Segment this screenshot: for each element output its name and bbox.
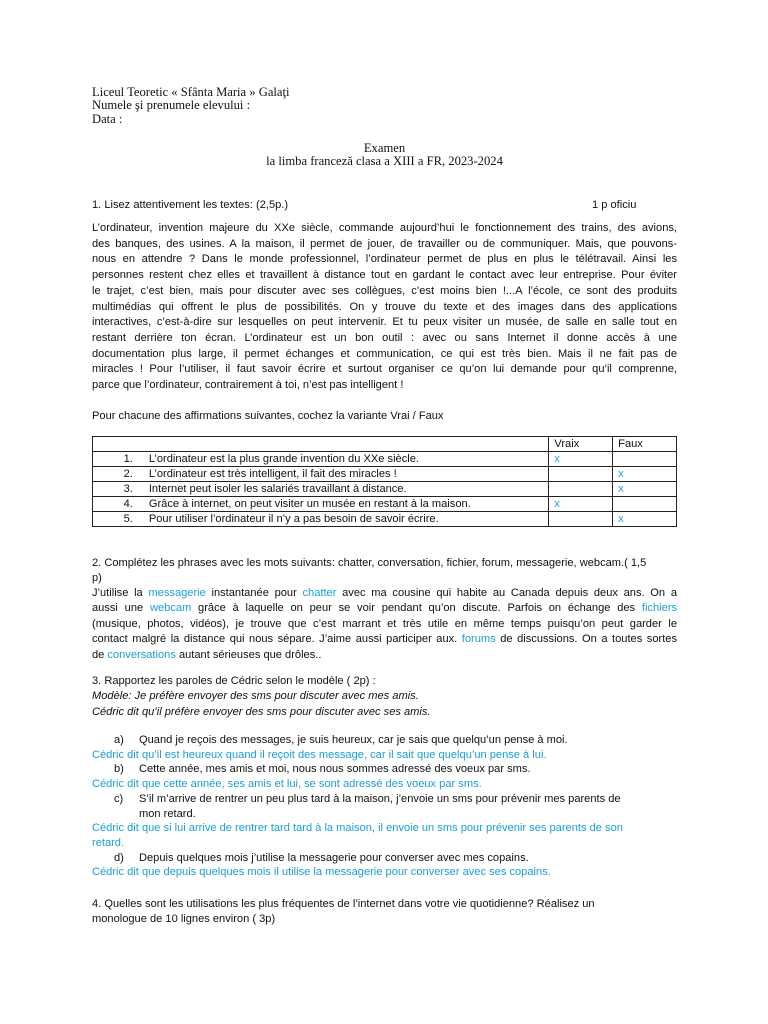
faux-mark (613, 497, 677, 512)
row-number: 2. (93, 467, 145, 482)
table-header-row (93, 437, 677, 452)
vrai-mark: x (549, 452, 613, 467)
q3-question-text: Cette année, mes amis et moi, nous nous sommes adressé des voeux par sms. (139, 763, 531, 776)
row-statement: Internet peut isoler les salariés travaillant à distance. (145, 482, 549, 497)
q3-question-text: mon retard. (139, 807, 196, 820)
row-statement: Pour utiliser l’ordinateur il n’y a pas besoin de savoir écrire. (145, 512, 549, 527)
q1-text-line: nous en attendre ? Dans le monde professionnel, l’ordinateur permet de plus en plus le télétravail. Ainsi les (92, 253, 677, 266)
q3-answer-line: retard. (92, 836, 125, 849)
q1-instruction: Pour chacune des affirmations suivantes, cochez la variante Vrai / Faux (92, 410, 444, 422)
row-number: 5. (93, 512, 145, 527)
q3-items (92, 733, 677, 880)
q1-text-line: parce que l’ordinateur, contrairement à toi, n’est pas intelligent ! (92, 379, 404, 392)
q1-text-line: restant derrière ton écran. L’ordinateur est un bon outil : avec ou sans Internet il donne accès à une (92, 331, 677, 344)
q1-text-line: des banques, des usines. A la maison, il permet de jouer, de travailler ou de communiquer. Mais, que pouvons- (92, 237, 677, 250)
school-header (92, 86, 677, 126)
q3-question-line (92, 807, 677, 822)
q3-question-text: Depuis quelques mois j’utilise la messagerie pour converser avec mes copains. (139, 851, 529, 864)
row-statement: Grâce à internet, on peut visiter un musée en restant à la maison. (145, 497, 549, 512)
answer-chatter: chatter (302, 587, 337, 599)
q3-answer-line: Cédric dit que cette année, ses amis et lui, se sont adressé des voeux par sms. (92, 778, 482, 791)
q2-heading (92, 556, 677, 587)
table-row (93, 452, 677, 467)
q3-heading-block (92, 674, 677, 720)
answer-fichiers: fichiers (641, 602, 677, 615)
q3-item-label: d) (114, 851, 124, 864)
vrai-mark (549, 482, 613, 497)
exam-title (92, 142, 677, 169)
q3-question-line (92, 762, 677, 777)
q4-line-2: monologue de 10 lignes environ ( 3p) (92, 913, 276, 926)
q4-line-1: 4. Quelles sont les utilisations les plus fréquentes de l’internet dans votre vie quotidienne? Réalisez un (92, 898, 595, 910)
q3-item-label: a) (114, 734, 124, 746)
row-statement: L’ordinateur est la plus grande invention du XXe siècle. (145, 452, 549, 467)
table-row (93, 482, 677, 497)
answer-forums: forums (461, 633, 496, 646)
table-row (93, 497, 677, 512)
school-name: Liceul Teoretic « Sfânta Maria » Galaţi (92, 85, 290, 99)
row-number: 1. (93, 452, 145, 467)
vrai-mark (549, 512, 613, 527)
q2-line-5: de conversations autant sérieuses que drôles.. (92, 648, 322, 661)
q1-text-line: multimédias qui offrent le plus de possibilités. On y trouve du texte et des images dans des applications (92, 300, 677, 313)
q3-question-text: Quand je reçois des messages, je suis heureux, car je sais que quelqu’un pense à moi. (139, 734, 568, 746)
row-statement: L’ordinateur est très intelligent, il fait des miracles ! (145, 467, 549, 482)
faux-mark: x (613, 512, 677, 527)
q1-text-line: documentation plus large, il permet échanges et communication, ce qui est très bien. Mais il ne fait pas de (92, 347, 677, 360)
table-row (93, 512, 677, 527)
answer-conversations: conversations (107, 648, 176, 661)
q2-line-3: (musique, photos, vidéos), je trouve que c’est marrant et très utile en même temps puisqu’on peut garder le (92, 617, 677, 630)
q1-text-line: miracles ! Pour l’utiliser, il faut savoir écrire et surtout organiser ce qu’on lui demande pour qu’il comprenne, (92, 363, 677, 376)
q3-item-label: b) (114, 763, 124, 776)
q3-question-line (92, 851, 677, 866)
q1-text-line: L’ordinateur, invention majeure du XXe siècle, commande aujourd’hui le fonctionnement des trains, des avions, (92, 222, 677, 234)
q3-model-2: Cédric dit qu’il préfère envoyer des sms pour discuter avec ses amis. (92, 705, 431, 718)
vrai-mark (549, 467, 613, 482)
col-faux-header: Faux (613, 437, 677, 452)
q3-model-1: Modèle: Je préfère envoyer des sms pour discuter avec mes amis. (92, 690, 419, 703)
q1-reading-text (92, 221, 677, 394)
date-label: Data : (92, 111, 123, 126)
title-line-1: Examen (363, 141, 406, 155)
q2-line-1: J’utilise la messagerie instantanée pour chatter avec ma cousine qui habite au Canada depuis deux ans. On a (92, 587, 677, 599)
title-line-2: la limba franceză clasa a XIII a FR, 2023-2024 (266, 154, 503, 169)
q3-answer-line: Cédric dit qu’il est heureux quand il reçoit des message, car il sait que quelqu’un pense à lui. (92, 748, 547, 761)
q2-text (92, 586, 677, 663)
q3-question-line (92, 733, 677, 748)
table-header-empty (93, 437, 549, 452)
faux-mark: x (613, 467, 677, 482)
q3-heading: 3. Rapportez les paroles de Cédric selon le modèle ( 2p) : (92, 675, 376, 687)
faux-mark (613, 452, 677, 467)
q2-line-4: contact malgré la distance qui nous sépare. J’aime aussi participer aux. forums de discussions. On a toutes sortes (92, 633, 677, 646)
row-number: 4. (93, 497, 145, 512)
q2-heading-line-2: p) (92, 572, 102, 585)
q2-heading-line-1: 2. Complétez les phrases avec les mots suivants: chatter, conversation, fichier, forum, messagerie, webcam.( 1,5 (92, 557, 647, 569)
q1-heading: 1. Lisez attentivement les textes: (2,5p.) (92, 199, 289, 211)
q3-answer-line: Cédric dit que si lui arrive de rentrer tard tard à la maison, il envoie un sms pour prévenir ses parents de son (92, 822, 623, 835)
col-vrai-header: Vraix (549, 437, 613, 452)
q3-question-text: S’il m’arrive de rentrer un peu plus tard à la maison, j’envoie un sms pour prévenir mes parents de (139, 792, 621, 805)
q3-answer-line: Cédric dit que depuis quelques mois il utilise la messagerie pour converser avec ses copains. (92, 866, 551, 879)
student-name-label: Numele şi prenumele elevului : (92, 98, 251, 113)
oficiu-note: 1 p oficiu (592, 199, 637, 211)
q1-text-line: le trajet, c’est bien, mais pour discuter avec ses collègues, c’est moins bien !...A l’école, ce sont des produits (92, 284, 677, 297)
vrai-mark: x (549, 497, 613, 512)
q4-block (92, 897, 677, 928)
row-number: 3. (93, 482, 145, 497)
q1-text-line: personnes restent chez elles et travaillent à distance tout en gardant le contact avec leur entreprise. Pour éviter (92, 269, 677, 282)
q2-line-2: aussi une webcam grâce à laquelle on peur se voir pendant qu’on discute. Parfois on échange des fichiers (92, 602, 677, 615)
q3-item-label: c) (114, 792, 124, 805)
true-false-table (92, 436, 677, 527)
q3-question-line (92, 792, 677, 807)
answer-webcam: webcam (149, 602, 192, 615)
q1-text-line: interactives, c’est-à-dire sur lesquelles on peut intervenir. Et tu peux visiter un musée, de salle en salle tout en (92, 316, 677, 329)
faux-mark: x (613, 482, 677, 497)
answer-messagerie: messagerie (148, 587, 206, 599)
q1-heading-row (92, 199, 677, 211)
table-row (93, 467, 677, 482)
